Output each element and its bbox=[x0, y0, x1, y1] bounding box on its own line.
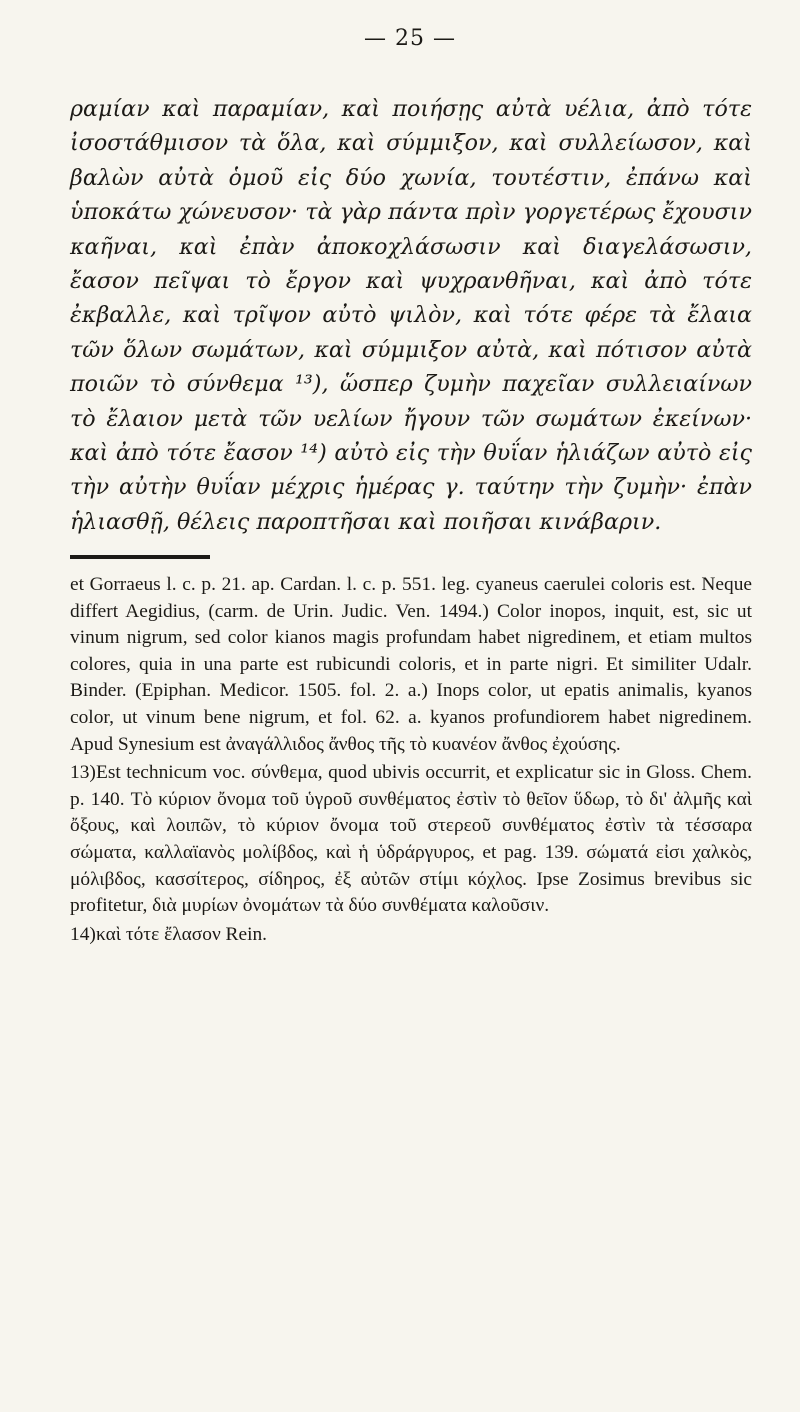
footnote-14 bbox=[70, 922, 752, 949]
footnotes bbox=[70, 572, 752, 948]
footnote-continuation: et Gorraeus l. c. p. 21. ap. Cardan. l. c. p. 551. leg. cyaneus caerulei coloris est. Neque differt Aegidius, (carm. de Urin. Judic. Ven. 1494.) Color inopos, inquit, est, sic ut vinum nigrum, sed color kianos magis profundam habet nigredinem, et etiam multos colores, quia in una parte est rubicundi coloris, et in parte nigri. Et similiter Udalr. Binder. (Epiphan. Medicor. 1505. fol. 2. a.) Inops color, ut epatis animalis, kyanos color, ut vinum bene nigrum, et fol. 62. a. kyanos profundiorem habet nigredinem. Apud Synesium est ἀναγάλλιδος ἄνθος τῆς τὸ κυανέον ἄνθος ἐχούσης. bbox=[70, 574, 752, 755]
footnote-divider bbox=[70, 555, 210, 559]
page-number: — 25 — bbox=[364, 26, 456, 51]
footnote-14-text: καὶ τότε ἔλασον Rein. bbox=[96, 923, 268, 945]
footnote-14-number: 14) bbox=[70, 923, 96, 945]
footnote-13-number: 13) bbox=[70, 762, 96, 784]
greek-main-text bbox=[70, 92, 752, 539]
footnote-13 bbox=[70, 760, 752, 920]
footnote-13-text: Est technicum voc. σύνθεμα, quod ubivis occurrit, et explicatur sic in Gloss. Chem. p. 140. Τὸ κύριον ὄνομα τοῦ ὑγροῦ συνθέματος ἐστὶν τὸ θεῖον ὕδωρ, τὸ δι' ἀλμῆς καὶ ὄξους, καὶ λοιπῶν, τὸ κύριον ὄνομα τοῦ στερεοῦ συνθέματος ἐστὶν τὰ τέσσαρα σώματα, καλλαϊανὸς μολίβδος, καὶ ἡ ὑδράργυρος, et pag. 139. σώματά εἰσι χαλκὸς, μόλιβδος, κασσίτερος, σίδηρος, ἐξ αὐτῶν στίμι κόχλος. Ipse Zosimus brevibus sic profitetur, διὰ μυρίων ὀνομάτων τὰ δύο συνθέματα καλοῦσιν. bbox=[70, 762, 752, 917]
main-paragraph: ραμίαν καὶ παραμίαν, καὶ ποιήσῃς αὐτὰ υέλια, ἀπὸ τότε ἰσοστάθμισον τὰ ὅλα, καὶ σύμμιξον, καὶ συλλείωσον, καὶ βαλὼν αὐτὰ ὁμοῦ εἰς δύο χωνία, τουτέστιν, ἐπάνω καὶ ὑποκάτω χώνευσον· τὰ γὰρ πάντα πρὶν γοργετέρως ἔχουσιν καῆναι, καὶ ἐπὰν ἀποκοχλάσωσιν καὶ διαγελάσωσιν, ἔασον πεῖψαι τὸ ἔργον καὶ ψυχρανθῆναι, καὶ ἀπὸ τότε ἐκβαλλε, καὶ τρῖψον αὐτὸ ψιλὸν, καὶ τότε φέρε τὰ ἔλαια τῶν ὅλων σωμάτων, καὶ σύμμιξον αὐτὰ, καὶ πότισον αὐτὰ ποιῶν τὸ σύνθεμα ¹³), ὥσπερ ζυμὴν παχεῖαν συλλειαίνων τὸ ἔλαιον μετὰ τῶν υελίων ἤγουν τῶν σωμάτων ἐκείνων· καὶ ἀπὸ τότε ἔασον ¹⁴) αὐτὸ εἰς τὴν θυΐαν ἡλιάζων αὐτὸ εἰς τὴν αὐτὴν θυΐαν μέχρις ἡμέρας γ. ταύτην τὴν ζυμὴν· ἐπὰν ἡλιασθῇ, θέλεις παροπτῆσαι καὶ ποιῆσαι κινάβαριν. bbox=[70, 96, 752, 535]
book-page bbox=[70, 0, 750, 1412]
